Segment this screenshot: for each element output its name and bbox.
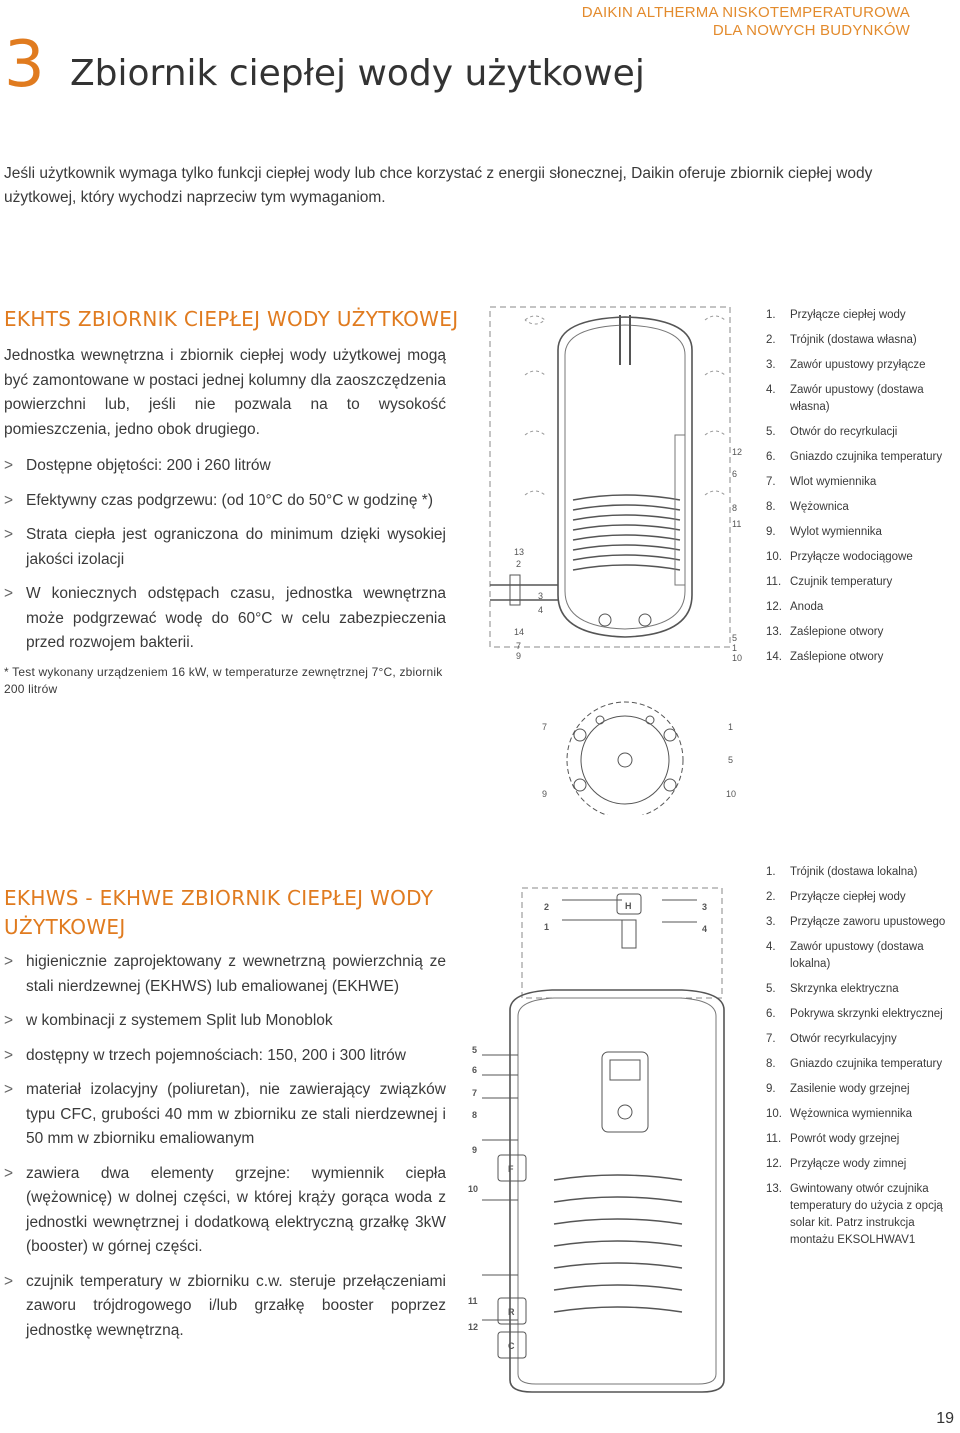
ekhws-label-12: 12 [468,1322,479,1332]
page-title: Zbiornik ciepłej wody użytkowej [70,53,645,94]
bullet-item [4,489,446,514]
legend-text: Gniazdo czujnika temperatury [790,1058,943,1070]
legend-text: Otwór do recyrkulacji [790,426,898,438]
legend-number: 11. [766,1133,782,1145]
ekhws-label-7: 7 [472,1088,478,1098]
ekhws-label-3: 3 [702,902,708,912]
ekhws-label-F: F [508,1164,514,1174]
ekhts-label-11: 11 [732,519,742,529]
ekhts-footnote: * Test wykonany urządzeniem 16 kW, w temperaturze zewnętrznej 7°C, zbiornik 200 litrów [4,665,443,696]
legend-text: Przyłącze ciepłej wody [790,891,906,903]
legend-number: 6. [766,451,776,463]
legend-item [766,474,946,491]
ekhts-top-label-9: 9 [542,789,548,799]
legend-number: 13. [766,1183,782,1195]
ekhts-label-4: 4 [538,605,544,615]
ekhts-label-12: 12 [732,447,743,457]
ekhts-label-6: 6 [732,469,738,479]
ekhws-label-11: 11 [468,1296,478,1306]
legend-item [766,1006,946,1023]
ekhts-top-label-5: 5 [728,755,734,765]
legend-item [766,864,946,881]
legend-number: 8. [766,1058,776,1070]
legend-item [766,499,946,516]
brand-line-2: DLA NOWYCH BUDYNKÓW [712,22,910,39]
legend-text: Powrót wody grzejnej [790,1133,900,1145]
ekhws-label-1: 1 [544,922,550,932]
legend-text: Przyłącze wodociągowe [790,551,913,563]
legend-item [766,1056,946,1073]
legend-text: Zaślepione otwory [790,626,884,638]
ekhts-bullet-list [4,454,446,666]
ekhts-label-3: 3 [538,591,544,601]
ekhts-label-14: 14 [514,627,525,637]
bullet-marker: > [4,1046,14,1064]
ekhts-label-9: 9 [516,651,522,661]
legend-item [766,524,946,541]
legend-text: Wlot wymiennika [790,476,877,488]
legend-number: 7. [766,476,776,488]
legend-text: Zaślepione otwory [790,651,884,663]
legend-number: 5. [766,983,776,995]
legend-item [766,307,946,324]
legend-item [766,981,946,998]
ekhws-legend [766,864,946,1257]
legend-text: Otwór recyrkulacyjny [790,1033,897,1045]
ekhws-label-H: H [625,901,632,911]
ekhts-label-10: 10 [732,653,743,663]
ekhws-label-5: 5 [472,1045,478,1055]
bullet-text: czujnik temperatury w zbiorniku c.w. steruje przełączeniami zaworu trójdrogowego i/lub grzałkę booster poprzez jednostkę wewnętrzną. [26,1272,446,1339]
legend-item [766,889,946,906]
bullet-marker: > [4,1272,14,1290]
legend-item [766,1031,946,1048]
legend-item [766,549,946,566]
bullet-text: W koniecznych odstępach czasu, jednostka wewnętrzna może podgrzewać wodę do 60°C w celu zabezpieczenia przed rozwojem bakterii. [26,585,446,651]
legend-item [766,332,946,349]
legend-item [766,424,946,441]
bullet-text: Strata ciepła jest ograniczona do minimum dzięki wysokiej jakości izolacji [26,526,446,568]
ekhts-tank-diagram [470,295,760,815]
ekhws-label-6: 6 [472,1065,478,1075]
legend-item [766,624,946,641]
brand-header [582,4,910,40]
legend-text: Zasilenie wody grzejnej [790,1083,910,1095]
legend-number: 2. [766,891,776,903]
legend-item [766,1081,946,1098]
legend-text: Wężownica [790,501,849,513]
ekhts-label-1: 1 [732,643,738,653]
legend-number: 13. [766,626,782,638]
legend-item [766,1106,946,1123]
bullet-text: higienicznie zaprojektowany z wewnetrzną powierzchnią ze stali nierdzewnej (EKHWS) lub emaliowanej (EKHWE) [26,953,446,995]
legend-item [766,649,946,666]
legend-text: Zawór upustowy przyłącze [790,359,926,371]
ekhts-top-label-7: 7 [542,722,548,732]
bullet-marker: > [4,1164,14,1182]
bullet-marker: > [4,1081,14,1098]
legend-text: Trójnik (dostawa lokalna) [790,866,918,878]
legend-number: 12. [766,601,782,613]
bullet-marker: > [4,585,14,602]
legend-item [766,1181,946,1249]
ekhts-paragraph: Jednostka wewnętrzna i zbiornik ciepłej wody użytkowej mogą być zamontowane w postaci jednej kolumny dla zaoszczędzenia powierzchni lub, jeśli nie pozwala na to wysokość pomieszczenia, jedno obok drugiego. [4,347,446,438]
legend-number: 11. [766,576,782,588]
legend-number: 10. [766,551,782,563]
ekhws-label-10: 10 [468,1184,479,1194]
ekhts-label-5: 5 [732,633,738,643]
ekhts-heading: EKHTS ZBIORNIK CIEPŁEJ WODY UŻYTKOWEJ [4,307,459,331]
bullet-text: w kombinacji z systemem Split lub Monoblok [26,1012,333,1029]
legend-text: Przyłącze wody zimnej [790,1158,907,1170]
intro-paragraph: Jeśli użytkownik wymaga tylko funkcji ciepłej wody lub chce korzystać z energii słonecznej, Daikin oferuje zbiornik ciepłej wody użytkowej, który wychodzi naprzeciw tym wymaganiom. [4,165,873,206]
legend-text: Zawór upustowy (dostawa lokalna) [790,941,924,970]
legend-number: 14. [766,651,782,663]
ekhts-label-7: 7 [516,641,522,651]
legend-item [766,357,946,374]
legend-text: Pokrywa skrzynki elektrycznej [790,1008,943,1020]
bullet-marker: > [4,1012,14,1029]
legend-number: 8. [766,501,776,513]
legend-number: 7. [766,1033,776,1045]
legend-text: Zawór upustowy (dostawa własna) [790,384,924,413]
legend-text: Anoda [790,601,824,613]
legend-text: Wylot wymiennika [790,526,882,538]
legend-text: Gniazdo czujnika temperatury [790,451,943,463]
legend-text: Przyłącze ciepłej wody [790,309,906,321]
ekhws-label-8: 8 [472,1110,478,1120]
bullet-item [4,1044,446,1069]
bullet-marker: > [4,526,14,543]
ekhws-heading [4,884,444,942]
legend-number: 3. [766,916,776,928]
bullet-text: zawiera dwa elementy grzejne: wymiennik ciepła (wężownicę) w dolnej części, w której krąży gorąca woda z jednostki wewnętrznej i dodatkową elektryczną grzałkę 3kW (booster) w górnej części. [26,1164,446,1255]
ekhws-label-4: 4 [702,924,708,934]
bullet-marker: > [4,491,14,509]
legend-number: 4. [766,384,776,396]
bullet-text: materiał izolacyjny (poliuretan), nie zawierający związków typu CFC, grubości 40 mm w zbiorniku ze stali nierdzewnej i 50 mm w zbiorniku emaliowanym [26,1081,446,1147]
ekhws-heading-line-1: EKHWS - EKHWE ZBIORNIK CIEPŁEJ WODY [4,886,434,910]
legend-text: Skrzynka elektryczna [790,983,899,995]
ekhws-heading-line-2: UŻYTKOWEJ [4,915,126,939]
legend-item [766,574,946,591]
legend-text: Gwintowany otwór czujnika temperatury do użycia z opcją solar kit. Patrz instrukcja montażu EKSOLHWAV1 [790,1183,943,1246]
legend-number: 4. [766,941,776,953]
ekhws-label-C: C [508,1341,515,1351]
bullet-text: Dostępne objętości: 200 i 260 litrów [26,457,271,474]
legend-number: 6. [766,1008,776,1020]
ekhts-legend [766,307,946,674]
bullet-item [4,454,446,479]
legend-item [766,914,946,931]
bullet-item [4,1270,446,1344]
chapter-number: 3 [4,28,45,102]
ekhts-label-2: 2 [516,559,522,569]
ekhws-label-R: R [508,1307,515,1317]
ekhts-top-label-10: 10 [726,789,737,799]
ekhws-label-9: 9 [472,1145,478,1155]
legend-number: 5. [766,426,776,438]
bullet-item [4,1078,446,1152]
legend-item [766,1131,946,1148]
ekhws-bullet-list [4,950,446,1353]
legend-item [766,382,946,416]
legend-item [766,939,946,973]
legend-item [766,449,946,466]
brand-line-1: DAIKIN ALTHERMA NISKOTEMPERATUROWA [581,4,910,21]
legend-number: 9. [766,526,776,538]
bullet-marker: > [4,457,14,474]
legend-text: Czujnik temperatury [790,576,893,588]
ekhws-label-2: 2 [544,902,550,912]
bullet-marker: > [4,953,14,970]
legend-text: Wężownica wymiennika [790,1108,913,1120]
bullet-item [4,1162,446,1260]
bullet-item [4,950,446,999]
legend-number: 9. [766,1083,776,1095]
legend-item [766,1156,946,1173]
legend-number: 12. [766,1158,782,1170]
bullet-item [4,523,446,572]
legend-number: 1. [766,866,776,878]
legend-number: 1. [766,309,776,321]
legend-text: Trójnik (dostawa własna) [790,334,917,346]
legend-number: 3. [766,359,776,371]
legend-text: Przyłącze zaworu upustowego [790,916,946,928]
legend-number: 10. [766,1108,782,1120]
page-number: 19 [936,1410,954,1427]
ekhts-top-label-1: 1 [728,722,734,732]
bullet-text: Efektywny czas podgrzewu: (od 10°C do 50°C w godzinę *) [26,491,433,509]
bullet-item [4,1009,446,1034]
ekhws-tank-diagram [462,880,752,1400]
legend-item [766,599,946,616]
ekhts-label-13: 13 [514,547,525,557]
bullet-item [4,582,446,656]
ekhts-label-8: 8 [732,503,738,513]
bullet-text: dostępny w trzech pojemnościach: 150, 200 i 300 litrów [26,1046,406,1064]
legend-number: 2. [766,334,776,346]
